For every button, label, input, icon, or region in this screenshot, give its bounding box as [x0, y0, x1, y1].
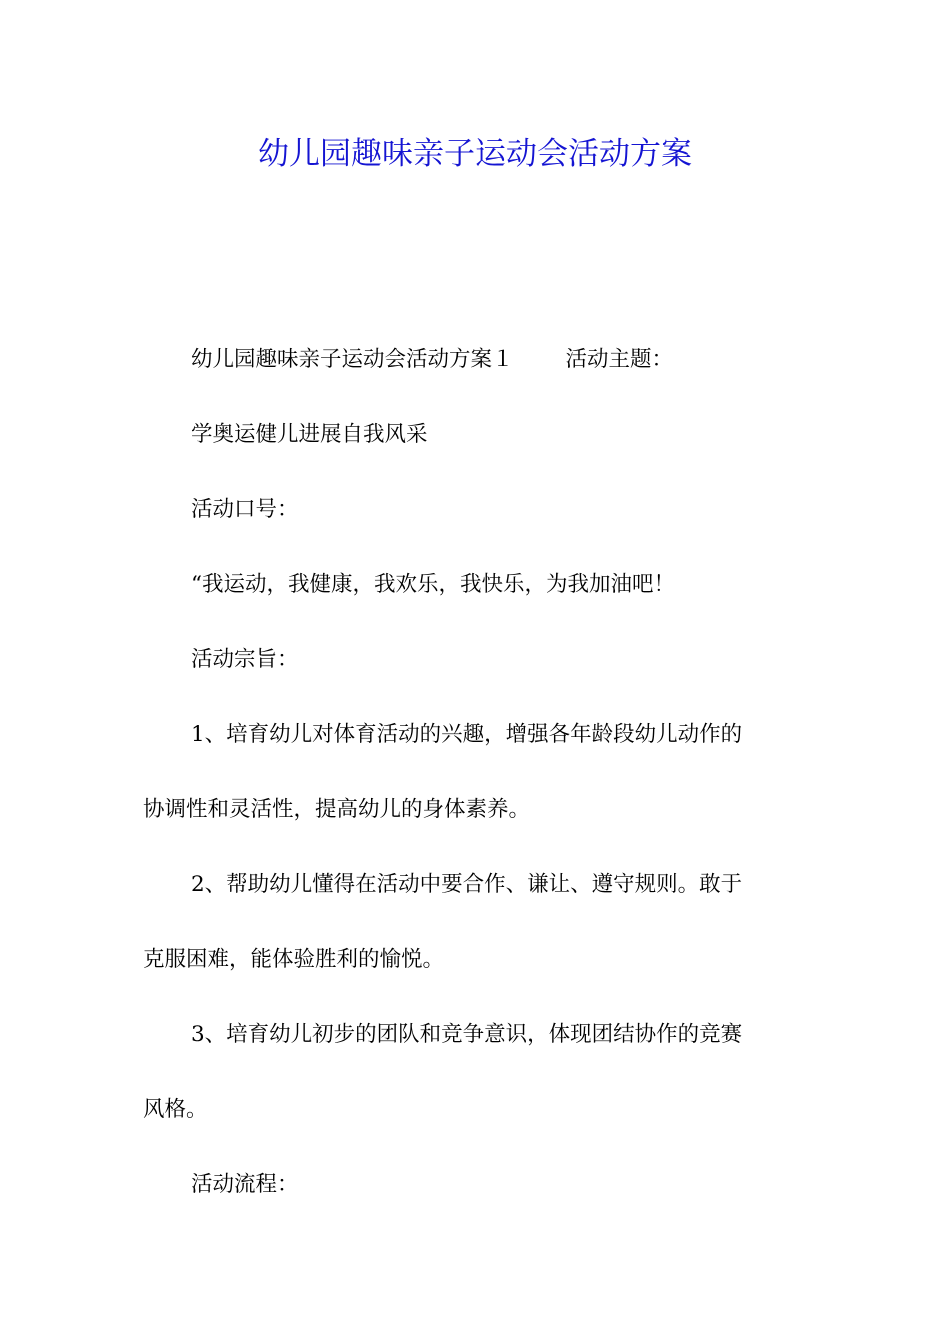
paragraph-purpose-2-cont: 克服困难，能体验胜利的愉悦。 [143, 947, 445, 972]
plan-heading-text: 幼儿园趣味亲子运动会活动方案１ [191, 347, 514, 372]
document-title: 幼儿园趣味亲子运动会活动方案 [258, 136, 692, 172]
paragraph-purpose-3: 3、培育幼儿初步的团队和竞争意识，体现团结协作的竞赛 [191, 1022, 743, 1047]
paragraph-slogan-label: 活动口号： [191, 497, 299, 522]
theme-label: 活动主题： [565, 347, 674, 372]
paragraph-purpose-1-cont: 协调性和灵活性，提高幼儿的身体素养。 [143, 797, 531, 822]
paragraph-theme: 学奥运健儿进展自我风采 [191, 422, 428, 447]
paragraph-purpose-1: 1、培育幼儿对体育活动的兴趣，增强各年龄段幼儿动作的 [191, 722, 743, 747]
paragraph-plan-heading [191, 345, 673, 375]
paragraph-purpose-3-cont: 风格。 [143, 1097, 208, 1122]
paragraph-purpose-label: 活动宗旨： [191, 647, 299, 672]
paragraph-slogan: “我运动，我健康，我欢乐，我快乐，为我加油吧！ [191, 572, 675, 597]
paragraph-purpose-2: 2、帮助幼儿懂得在活动中要合作、谦让、遵守规则。敢于 [191, 872, 743, 897]
paragraph-process-label: 活动流程： [191, 1172, 299, 1197]
